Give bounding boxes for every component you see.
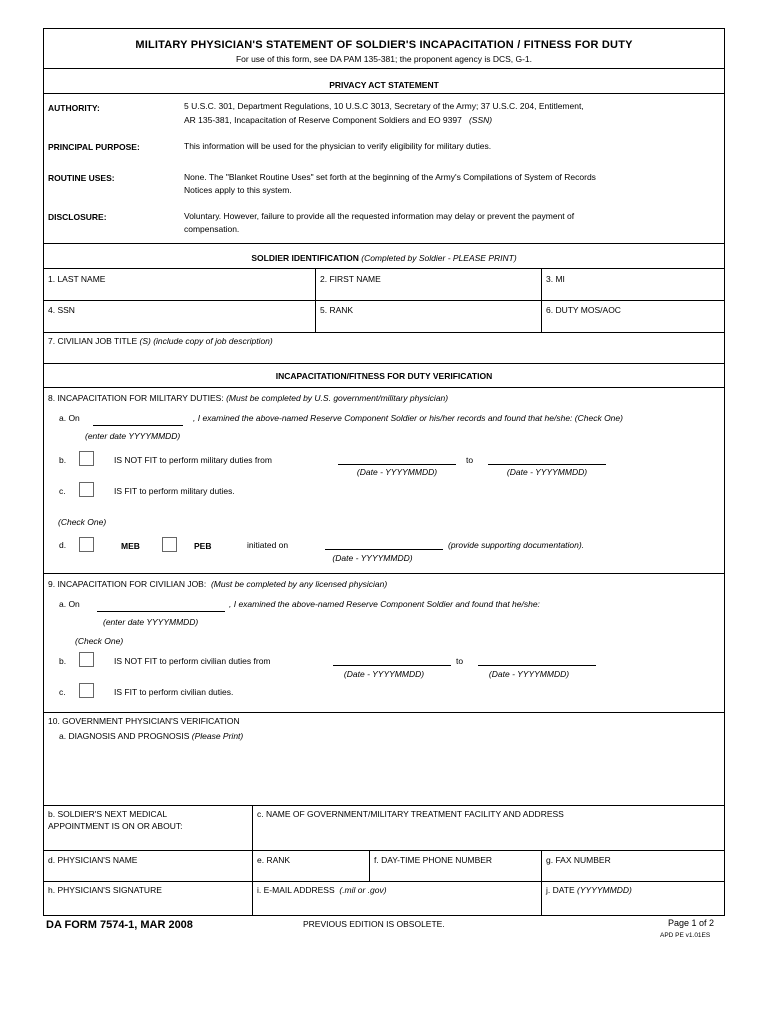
page-number: Page 1 of 2 bbox=[668, 918, 715, 928]
s8b-from-date-field[interactable] bbox=[338, 464, 456, 465]
routine-text-2: Notices apply to this system. bbox=[184, 185, 292, 195]
s9a-text: , I examined the above-named Reserve Component Soldier and found that he/she: bbox=[229, 599, 540, 609]
authority-text-2: AR 135-381, Incapacitation of Reserve Component Soldiers and EO 9397 (SSN) bbox=[184, 115, 493, 125]
divider bbox=[43, 387, 725, 388]
divider bbox=[43, 805, 725, 806]
s9a-enter-date: (enter date YYYYMMDD) bbox=[103, 617, 199, 627]
peb-checkbox[interactable] bbox=[162, 537, 177, 552]
s9b-checkbox[interactable] bbox=[79, 652, 94, 667]
s8a-on: a. On bbox=[59, 413, 80, 423]
form-id: DA FORM 7574-1, MAR 2008 bbox=[46, 919, 193, 931]
meb-label: MEB bbox=[121, 541, 140, 551]
s8c-checkbox[interactable] bbox=[79, 482, 94, 497]
s8a-date-field[interactable] bbox=[93, 425, 183, 426]
divider bbox=[369, 850, 370, 881]
s8c-letter: c. bbox=[59, 486, 66, 496]
s9b-from-date-field[interactable] bbox=[333, 665, 451, 666]
diagnosis-field[interactable] bbox=[44, 744, 724, 804]
s8b-to-date-field[interactable] bbox=[488, 464, 606, 465]
privacy-heading: PRIVACY ACT STATEMENT bbox=[329, 80, 439, 90]
section-8-label: 8. INCAPACITATION FOR MILITARY DUTIES: (Must be completed by U.S. government/military physician) bbox=[48, 393, 449, 403]
facility-label: c. NAME OF GOVERNMENT/MILITARY TREATMENT FACILITY AND ADDRESS bbox=[257, 809, 564, 819]
email-label: i. E-MAIL ADDRESS (.mil or .gov) bbox=[257, 885, 387, 895]
form-subtitle: For use of this form, see DA PAM 135-381; the proponent agency is DCS, G-1. bbox=[235, 54, 533, 64]
mi-label: 3. MI bbox=[546, 274, 565, 284]
s9-check-one: (Check One) bbox=[75, 636, 124, 646]
s9c-checkbox[interactable] bbox=[79, 683, 94, 698]
initiated-date-label: (Date - YYYYMMDD) bbox=[332, 553, 413, 563]
s8a-enter-date: (enter date YYYYMMDD) bbox=[85, 431, 181, 441]
s8a-text: , I examined the above-named Reserve Component Soldier or his/her records and found that he/she: (Check One) bbox=[193, 413, 623, 423]
s9b-letter: b. bbox=[59, 656, 67, 666]
last-name-label: 1. LAST NAME bbox=[48, 274, 106, 284]
divider bbox=[43, 93, 725, 94]
divider bbox=[252, 805, 253, 916]
phone-label: f. DAY-TIME PHONE NUMBER bbox=[374, 855, 493, 865]
divider bbox=[43, 243, 725, 244]
s8b-to-date-label: (Date - YYYYMMDD) bbox=[506, 467, 588, 477]
diagnosis-label: a. DIAGNOSIS AND PROGNOSIS (Please Print) bbox=[59, 731, 244, 741]
divider bbox=[43, 268, 725, 269]
s9c-text: IS FIT to perform civilian duties. bbox=[114, 687, 234, 697]
divider bbox=[43, 68, 725, 69]
disclosure-label: DISCLOSURE: bbox=[48, 212, 107, 222]
obsolete-notice: PREVIOUS EDITION IS OBSOLETE. bbox=[303, 919, 445, 929]
meb-checkbox[interactable] bbox=[79, 537, 94, 552]
s9b-from-date-label: (Date - YYYYMMDD) bbox=[343, 669, 425, 679]
divider bbox=[43, 850, 725, 851]
divider bbox=[43, 363, 725, 364]
rank-label: 5. RANK bbox=[320, 305, 354, 315]
initiated-date-field[interactable] bbox=[325, 549, 443, 550]
first-name-label: 2. FIRST NAME bbox=[320, 274, 381, 284]
routine-label: ROUTINE USES: bbox=[48, 173, 115, 183]
purpose-text: This information will be used for the physician to verify eligibility for military duties. bbox=[184, 141, 492, 151]
s8b-text: IS NOT FIT to perform military duties from bbox=[114, 455, 272, 465]
s9b-to-date-label: (Date - YYYYMMDD) bbox=[488, 669, 570, 679]
section-9-label: 9. INCAPACITATION FOR CIVILIAN JOB: (Must be completed by any licensed physician) bbox=[48, 579, 388, 589]
s9b-to: to bbox=[456, 656, 464, 666]
s8b-from-date-label: (Date - YYYYMMDD) bbox=[356, 467, 438, 477]
signature-label: h. PHYSICIAN'S SIGNATURE bbox=[48, 885, 162, 895]
divider bbox=[43, 881, 725, 882]
divider bbox=[43, 573, 725, 574]
s9c-letter: c. bbox=[59, 687, 66, 697]
fax-label: g. FAX NUMBER bbox=[546, 855, 611, 865]
verification-heading: INCAPACITATION/FITNESS FOR DUTY VERIFICATION bbox=[275, 371, 493, 381]
s9b-to-date-field[interactable] bbox=[478, 665, 596, 666]
s8b-letter: b. bbox=[59, 455, 67, 465]
physician-name-label: d. PHYSICIAN'S NAME bbox=[48, 855, 138, 865]
divider bbox=[43, 300, 725, 301]
initiated-on-label: initiated on bbox=[247, 540, 289, 550]
ssn-label: 4. SSN bbox=[48, 305, 75, 315]
date-label: j. DATE (YYYYMMDD) bbox=[546, 885, 632, 895]
section-10-label: 10. GOVERNMENT PHYSICIAN'S VERIFICATION bbox=[48, 716, 240, 726]
divider bbox=[541, 850, 542, 916]
authority-text-1: 5 U.S.C. 301, Department Regulations, 10 U.S.C 3013, Secretary of the Army; 37 U.S.C. 204, Entitlement, bbox=[184, 101, 584, 111]
next-appointment-label-2: APPOINTMENT IS ON OR ABOUT: bbox=[48, 821, 183, 831]
peb-label: PEB bbox=[194, 541, 212, 551]
divider bbox=[43, 332, 725, 333]
duty-mos-label: 6. DUTY MOS/AOC bbox=[546, 305, 621, 315]
routine-text-1: None. The "Blanket Routine Uses" set forth at the beginning of the Army's Compilations of System of Records bbox=[184, 172, 596, 182]
disclosure-text-1: Voluntary. However, failure to provide all the requested information may delay or prevent the payment of bbox=[184, 211, 575, 221]
s8b-checkbox[interactable] bbox=[79, 451, 94, 466]
s8c-text: IS FIT to perform military duties. bbox=[114, 486, 235, 496]
next-appointment-label-1: b. SOLDIER'S NEXT MEDICAL bbox=[48, 809, 168, 819]
civilian-job-label: 7. CIVILIAN JOB TITLE (S) (include copy of job description) bbox=[48, 336, 273, 346]
s9b-text: IS NOT FIT to perform civilian duties from bbox=[114, 656, 271, 666]
physician-rank-label: e. RANK bbox=[257, 855, 291, 865]
disclosure-text-2: compensation. bbox=[184, 224, 240, 234]
s9a-date-field[interactable] bbox=[97, 611, 225, 612]
s8d-letter: d. bbox=[59, 540, 67, 550]
version-code: APD PE v1.01ES bbox=[660, 932, 711, 939]
authority-label: AUTHORITY: bbox=[48, 103, 100, 113]
divider bbox=[43, 712, 725, 713]
purpose-label: PRINCIPAL PURPOSE: bbox=[48, 142, 140, 152]
soldier-id-heading: SOLDIER IDENTIFICATION (Completed by Soldier - PLEASE PRINT) bbox=[251, 253, 517, 263]
supporting-doc-note: (provide supporting documentation). bbox=[448, 540, 585, 550]
s8-check-one: (Check One) bbox=[58, 517, 107, 527]
s9a-on: a. On bbox=[59, 599, 80, 609]
form-title: MILITARY PHYSICIAN'S STATEMENT OF SOLDIER'S INCAPACITATION / FITNESS FOR DUTY bbox=[135, 39, 633, 51]
s8b-to: to bbox=[466, 455, 474, 465]
